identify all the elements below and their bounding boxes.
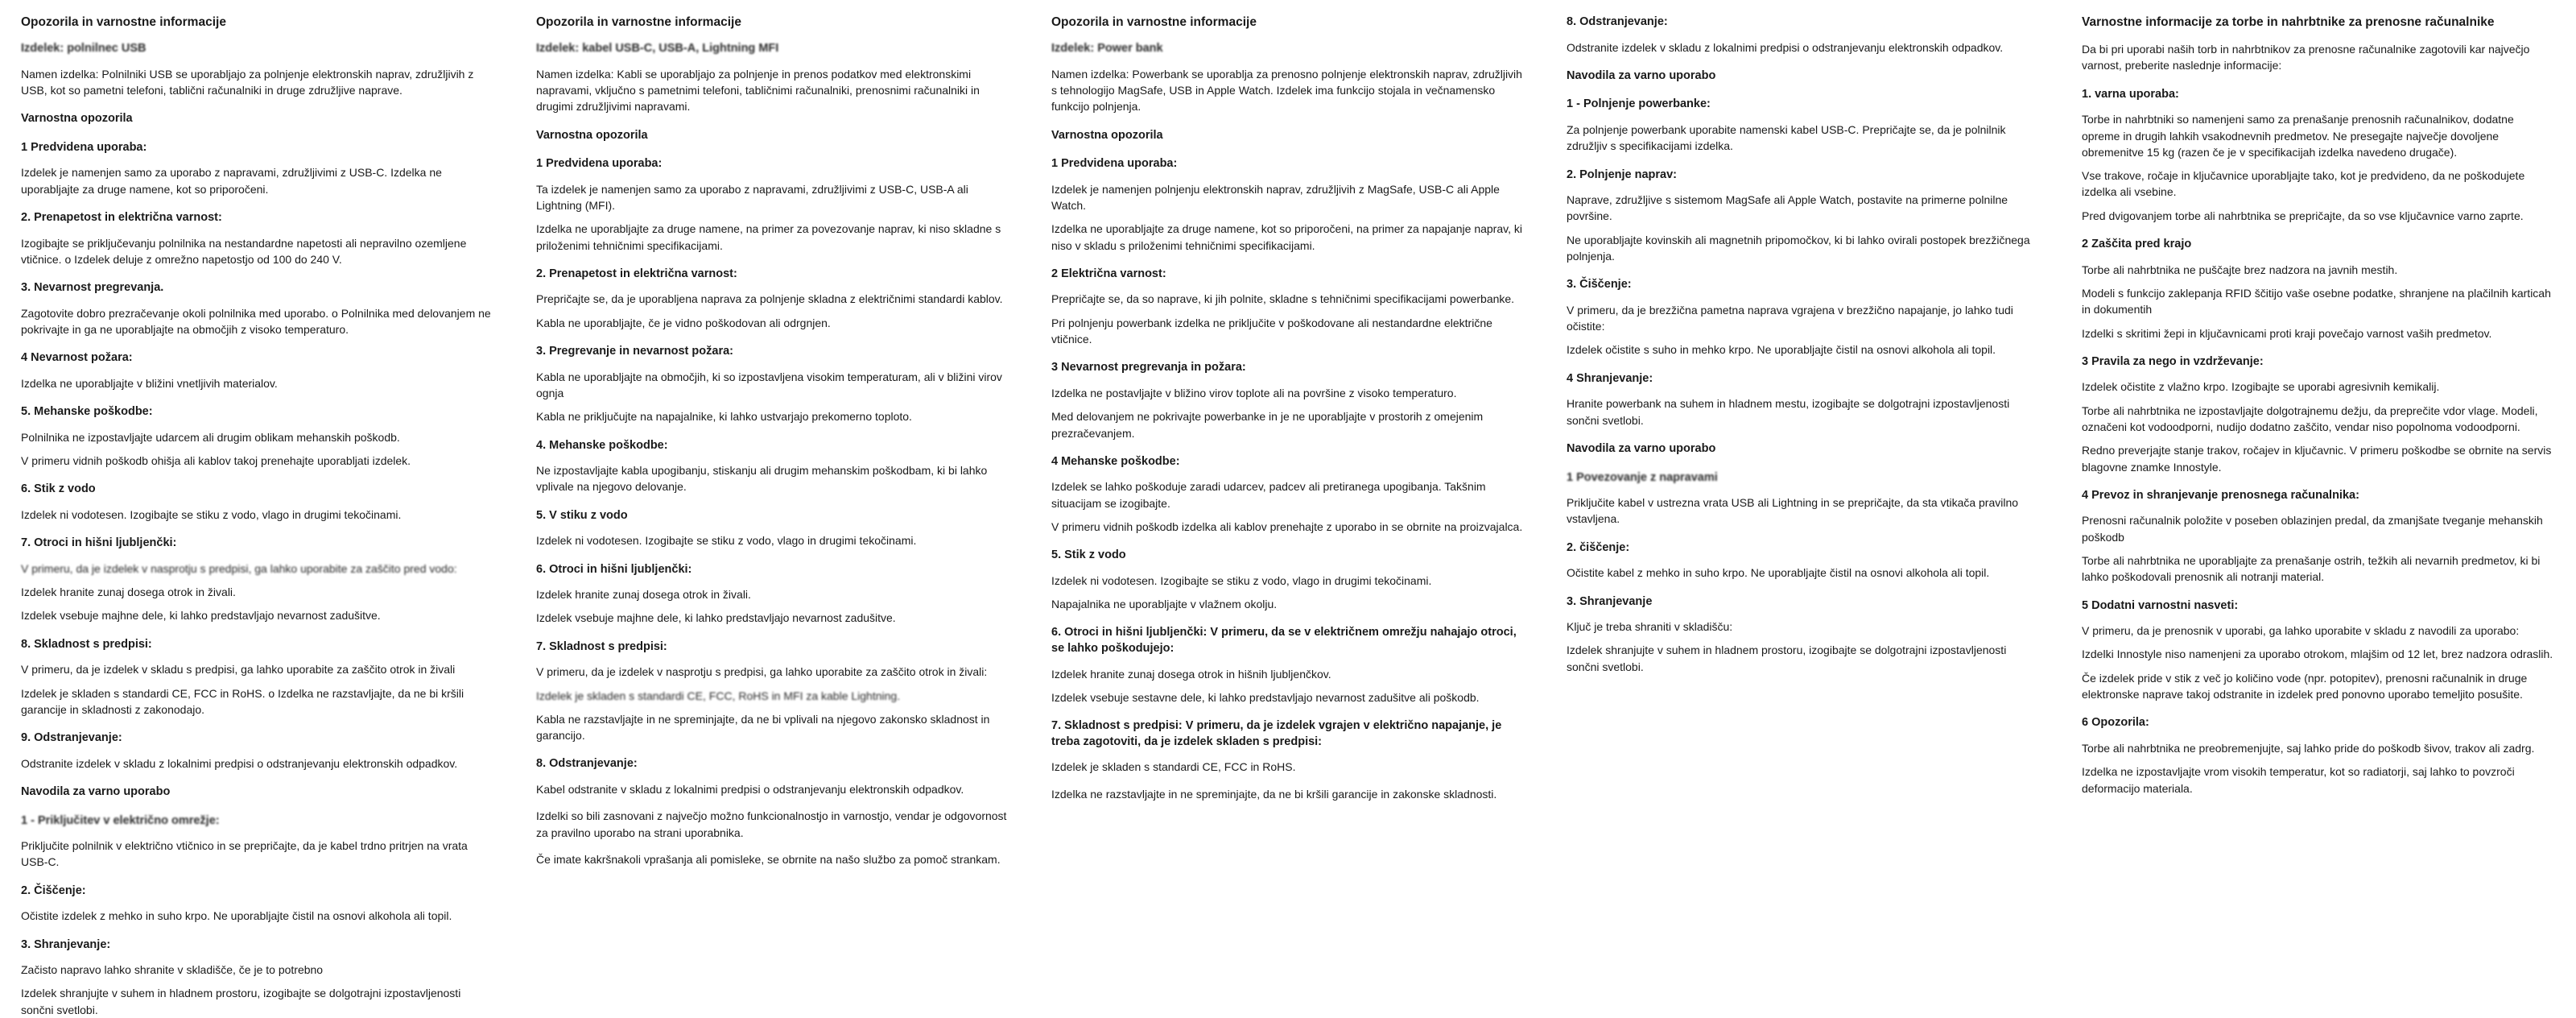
paragraph: Izdelki s skritimi žepi in ključavnicami proti kraji povečajo varnost vaših predmetov. bbox=[2082, 326, 2492, 340]
subsection-title: 7. Otroci in hišni ljubljenčki: bbox=[21, 536, 177, 550]
paragraph: Torbe ali nahrbtnika ne uporabljajte za prenašanje ostrih, težkih ali nevarnih predmetov, ki bi lahko poškodovali prenosnik ali notranji material. bbox=[2082, 554, 2541, 584]
paragraph: Začisto napravo lahko shranite v skladišče, če je to potrebno bbox=[21, 963, 324, 977]
paragraph: Izogibajte se priključevanju polnilnika na nestandardne napetosti ali nepravilno ozemljene vtičnice. o Izdelek deluje z omrežno napetostjo od 100 do 240 V. bbox=[21, 236, 467, 266]
paragraph: Izdelek hranite zunaj dosega otrok in hišnih ljubljenčkov. bbox=[1051, 667, 1331, 681]
paragraph: Izdelek je namenjen samo za uporabo z napravami, združljivimi z USB-C. Izdelka ne uporabljajte za druge namene, kot so priporočeni. bbox=[21, 166, 442, 196]
paragraph: Da bi pri uporabi naših torb in nahrbtnikov za prenosne računalnike zagotovili kar največjo varnost, preberite naslednje informacije: bbox=[2082, 43, 2530, 72]
subsection-title: Varnostna opozorila bbox=[536, 128, 648, 142]
paragraph: Ne uporabljajte kovinskih ali magnetnih pripomočkov, ki bi lahko ovirali postopek brezžičnega polnjenja. bbox=[1567, 233, 2030, 263]
paragraph: Torbe in nahrbtniki so namenjeni samo za prenašanje prenosnih računalnikov, dodatne opreme in drugih lahkih vsakodnevnih predmetov. Ne presegajte največje dovoljene obremenitve 15 kg (razen če je v specifikacijah izdelka navedeno drugače). bbox=[2082, 113, 2514, 159]
paragraph: V primeru, da je izdelek v nasprotju s predpisi, ga lahko uporabite za zaščito otrok in živali: bbox=[536, 665, 988, 679]
paragraph: Prepričajte se, da so naprave, ki jih polnite, skladne s tehničnimi specifikacijami powerbanke. bbox=[1051, 292, 1515, 306]
subsection-title: 1 - Priključitev v električno omrežje: bbox=[21, 813, 220, 827]
subsection-title: 8. Odstranjevanje: bbox=[536, 757, 638, 771]
paragraph: Izdelka ne izpostavljajte vrom visokih temperatur, kot so radiatorji, saj lahko to povzroči deformacijo materiala. bbox=[2082, 765, 2515, 795]
paragraph: Izdelek vsebuje majhne dele, ki lahko predstavljajo nevarnost zadušitve. bbox=[21, 609, 381, 623]
subsection-title: 5. Stik z vodo bbox=[1051, 548, 1126, 562]
paragraph: Izdelek se lahko poškoduje zaradi udarcev, padcev ali pretiranega upogibanja. Takšnim situacijam se izogibajte. bbox=[1051, 480, 1486, 510]
subsection-title: 5. V stiku z vodo bbox=[536, 508, 628, 522]
paragraph: V primeru, da je izdelek v nasprotju s predpisi, ga lahko uporabite za zaščito pred vodo: bbox=[21, 561, 457, 575]
subsection-title: Varnostna opozorila bbox=[1051, 128, 1163, 142]
subsection-title: Navodila za varno uporabo bbox=[1567, 68, 1716, 82]
paragraph: Izdelek je skladen s standardi CE, FCC, RoHS in MFI za kable Lightning. bbox=[536, 689, 901, 702]
paragraph: V primeru, da je izdelek v skladu s predpisi, ga lahko uporabite za zaščito otrok in živali bbox=[21, 663, 456, 677]
paragraph: Očistite izdelek z mehko in suho krpo. Ne uporabljajte čistil na osnovi alkohola ali topil. bbox=[21, 909, 452, 923]
paragraph: Kabel odstranite v skladu z lokalnimi predpisi o odstranjevanju elektronskih odpadkov. bbox=[536, 783, 964, 796]
paragraph: Izdelek je namenjen polnjenju elektronskih naprav, združljivih z MagSafe, USB-C ali Apple Watch. bbox=[1051, 182, 1500, 213]
subsection-title: Varnostna opozorila bbox=[21, 112, 133, 126]
subsection-title: 7. Skladnost s predpisi: bbox=[536, 639, 667, 653]
paragraph: Prepričajte se, da je uporabljena naprava za polnjenje skladna z električnimi standardi kablov. bbox=[536, 292, 1003, 306]
subsection-title: Navodila za varno uporabo bbox=[21, 784, 171, 798]
paragraph: Če imate kakršnakoli vprašanja ali pomisleke, se obrnite na našo službo za pomoč strankam. bbox=[536, 852, 1001, 866]
paragraph: V primeru, da je brezžična pametna naprava vgrajena v brezžično napajanje, jo lahko tudi očistite: bbox=[1567, 303, 2013, 333]
column-powerbank-warnings bbox=[1030, 14, 1546, 1007]
paragraph: Izdelka ne postavljajte v bližino virov toplote ali na površine z visoko temperaturo. bbox=[1051, 386, 1457, 399]
subsection-title: 9. Odstranjevanje: bbox=[21, 731, 122, 745]
column-powerbank-usage bbox=[1546, 14, 2061, 1007]
paragraph: Priključite kabel v ustrezna vrata USB ali Lightning in se prepričajte, da sta vtikača pravilno vstavljena. bbox=[1567, 496, 2019, 526]
paragraph: Vse trakove, ročaje in ključavnice uporabljajte tako, kot je predvideno, da ne poškodujete izdelka ali vsebine. bbox=[2082, 169, 2525, 199]
subsection-title: 1 Predvidena uporaba: bbox=[1051, 157, 1178, 171]
paragraph: Izdelek očistite z vlažno krpo. Izogibajte se uporabi agresivnih kemikalij. bbox=[2082, 380, 2440, 394]
subsection-title: 7. Skladnost s predpisi: V primeru, da je izdelek vgrajen v električno napajanje, je treba zagotoviti, da je izdelek skladen s predpisi: bbox=[1051, 719, 1502, 748]
paragraph: Odstranite izdelek v skladu z lokalnimi predpisi o odstranjevanju elektronskih odpadkov. bbox=[1567, 40, 2004, 54]
paragraph: Pri polnjenju powerbank izdelka ne priključite v poškodovane ali nestandardne električne vtičnice. bbox=[1051, 316, 1492, 346]
section-title: Opozorila in varnostne informacije bbox=[21, 15, 226, 29]
column-lightning-cable bbox=[515, 14, 1030, 1007]
paragraph: Ne izpostavljajte kabla upogibanju, stiskanju ali drugim mehanskim poškodbam, ki bi lahko vplivale na njegovo delovanje. bbox=[536, 464, 988, 494]
paragraph: Torbe ali nahrbtnika ne izpostavljajte dolgotrajnemu dežju, da preprečite vdor vlage. Modeli, označeni kot vodoodporni, nudijo dodatno zaščito, vendar niso popolnoma vodoodporni. bbox=[2082, 403, 2538, 433]
column-backpack-safety bbox=[2061, 14, 2576, 1007]
paragraph: Hranite powerbank na suhem in hladnem mestu, izogibajte se dolgotrajni izpostavljenosti sončni svetlobi. bbox=[1567, 397, 2010, 427]
paragraph: Izdelek vsebuje majhne dele, ki lahko predstavljajo nevarnost zadušitve. bbox=[536, 611, 896, 625]
subsection-title: 2 Električna varnost: bbox=[1051, 267, 1166, 280]
paragraph: Odstranite izdelek v skladu z lokalnimi predpisi o odstranjevanju elektronskih odpadkov. bbox=[21, 756, 458, 770]
paragraph: Zagotovite dobro prezračevanje okoli polnilnika med uporabo. o Polnilnika med delovanjem ne pokrivajte in ga ne uporabljajte na območjih z visoko temperaturo. bbox=[21, 306, 491, 337]
paragraph: Izdelek je skladen s standardi CE, FCC in RoHS. o Izdelka ne razstavljajte, da ne bi kršili garancije in skladnosti z zakonodajo. bbox=[21, 686, 464, 716]
paragraph: Izdelki Innostyle niso namenjeni za uporabo otrokom, mlajšim od 12 let, brez nadzora odraslih. bbox=[2082, 648, 2553, 661]
paragraph: Izdelki so bili zasnovani z največjo možno funkcionalnostjo in varnostjo, vendar je odgovornost za pravilno uporabo na strani uporabnika. bbox=[536, 809, 1007, 839]
paragraph: Priključite polnilnik v električno vtičnico in se prepričajte, da je kabel trdno pritrjen na vrata USB-C. bbox=[21, 839, 468, 869]
subsection-title: 1. varna uporaba: bbox=[2082, 87, 2179, 101]
subsection-title: 5. Mehanske poškodbe: bbox=[21, 405, 153, 419]
subsection-title: 1 Predvidena uporaba: bbox=[536, 157, 663, 171]
paragraph: Izdelek shranjujte v suhem in hladnem prostoru, izogibajte se dolgotrajni izpostavljenosti sončni svetlobi. bbox=[21, 987, 461, 1016]
subsection-title: 3. Shranjevanje: bbox=[21, 937, 111, 951]
paragraph: Izdelka ne uporabljajte za druge namene, kot so priporočeni, na primer za napajanje naprav, ki niso v skladu s priloženimi tehničnimi specifikacijami. bbox=[1051, 222, 1522, 252]
paragraph: Kabla ne uporabljajte na območjih, ki so izpostavljena visokim temperaturam, ali v bližini virov ognja bbox=[536, 370, 1002, 399]
subsection-title: 4 Mehanske poškodbe: bbox=[1051, 454, 1180, 468]
column-usb-c-charger bbox=[0, 14, 515, 1016]
subsection-title: 3. Čiščenje: bbox=[1567, 278, 1632, 292]
subsection-title: 3 Nevarnost pregrevanja in požara: bbox=[1051, 361, 1246, 375]
paragraph: Izdelek vsebuje sestavne dele, ki lahko predstavljajo nevarnost zadušitve ali poškodb. bbox=[1051, 690, 1480, 704]
product-name: Izdelek: polnilnec USB bbox=[21, 42, 147, 56]
section-title: Opozorila in varnostne informacije bbox=[1051, 15, 1257, 29]
subsection-title: 6. Otroci in hišni ljubljenčki: V primeru, da se v električnem omrežju nahajajo otroci, se lahko poškodujejo: bbox=[1051, 626, 1517, 655]
subsection-title: 2. Prenapetost in električna varnost: bbox=[536, 267, 737, 280]
subsection-title: 4 Shranjevanje: bbox=[1567, 371, 1653, 385]
paragraph: Izdelek je skladen s standardi CE, FCC in RoHS. bbox=[1051, 760, 1296, 774]
subsection-title: 8. Skladnost s predpisi: bbox=[21, 637, 152, 651]
subsection-title: 4. Mehanske poškodbe: bbox=[536, 438, 668, 452]
paragraph: Izdelka ne uporabljajte za druge namene, na primer za povezovanje naprav, ki niso skladne s priloženimi tehničnimi specifikacijami. bbox=[536, 222, 1001, 252]
subsection-title: 5 Dodatni varnostni nasveti: bbox=[2082, 598, 2239, 612]
subsection-title: 1 - Polnjenje powerbanke: bbox=[1567, 97, 1711, 111]
paragraph: Redno preverjajte stanje trakov, ročajev in ključavnic. V primeru poškodbe se obrnite na servis blagovne znamke Innostyle. bbox=[2082, 444, 2552, 474]
paragraph: V primeru, da je prenosnik v uporabi, ga lahko uporabite v skladu z navodili za uporabo: bbox=[2082, 624, 2520, 638]
subsection-title: 2. Polnjenje naprav: bbox=[1567, 168, 1677, 181]
paragraph: Torbe ali nahrbtnika ne preobremenjujte, saj lahko pride do poškodb šivov, trakov ali zadrg. bbox=[2082, 741, 2535, 755]
paragraph: V primeru vidnih poškodb ohišja ali kablov takoj prenehajte uporabljati izdelek. bbox=[21, 454, 411, 468]
paragraph: Izdelek ni vodotesen. Izogibajte se stiku z vodo, vlago in drugimi tekočinami. bbox=[1051, 573, 1432, 587]
subsection-title: 3 Pravila za nego in vzdrževanje: bbox=[2082, 354, 2264, 368]
subsection-title: Navodila za varno uporabo bbox=[1567, 441, 1716, 455]
paragraph: Za polnjenje powerbank uporabite namenski kabel USB-C. Prepričajte se, da je polnilnik združljiv s specifikacijami izdelka. bbox=[1567, 122, 2006, 153]
paragraph: Prenosni računalnik položite v poseben oblazinjen predal, da zmanjšate tveganje mehanskih poškodb bbox=[2082, 514, 2543, 544]
subsection-title: 2. Prenapetost in električna varnost: bbox=[21, 211, 222, 225]
product-name: Izdelek: kabel USB-C, USB-A, Lightning MFI bbox=[536, 42, 779, 56]
subsection-title: 6 Opozorila: bbox=[2082, 716, 2149, 730]
subsection-title: 4 Prevoz in shranjevanje prenosnega računalnika: bbox=[2082, 488, 2359, 502]
subsection-title: 8. Odstranjevanje: bbox=[1567, 15, 1668, 28]
paragraph: Med delovanjem ne pokrivajte powerbanke in je ne uporabljajte v prostorih z omejenim prezračevanjem. bbox=[1051, 410, 1484, 440]
subsection-title: 3. Nevarnost pregrevanja. bbox=[21, 281, 164, 295]
paragraph: Izdelka ne razstavljajte in ne spreminjajte, da ne bi kršili garancije in zakonske skladnosti. bbox=[1051, 787, 1497, 801]
paragraph: Torbe ali nahrbtnika ne puščajte brez nadzora na javnih mestih. bbox=[2082, 263, 2398, 276]
paragraph: Očistite kabel z mehko in suho krpo. Ne uporabljajte čistil na osnovi alkohola ali topil. bbox=[1567, 566, 1990, 580]
paragraph: Izdelek ni vodotesen. Izogibajte se stiku z vodo, vlago in drugimi tekočinami. bbox=[21, 507, 402, 521]
paragraph: Kabla ne razstavljajte in ne spreminjajte, da ne bi vplivali na njegovo zakonsko skladnost in garancijo. bbox=[536, 712, 990, 743]
paragraph: Ključ je treba shraniti v skladišču: bbox=[1567, 620, 1733, 634]
subsection-title: 3. Pregrevanje in nevarnost požara: bbox=[536, 345, 733, 358]
paragraph: Napajalnika ne uporabljajte v vlažnem okolju. bbox=[1051, 598, 1278, 611]
paragraph: Kabla ne priključujte na napajalnike, ki lahko ustvarjajo prekomerno toploto. bbox=[536, 410, 912, 424]
paragraph: Polnilnika ne izpostavljajte udarcem ali drugim oblikam mehanskih poškodb. bbox=[21, 430, 400, 444]
subsection-title: 6. Stik z vodo bbox=[21, 482, 96, 496]
product-name: Izdelek: Power bank bbox=[1051, 42, 1163, 56]
paragraph: Pred dvigovanjem torbe ali nahrbtnika se prepričajte, da so vse ključavnice varno zaprte. bbox=[2082, 209, 2524, 222]
paragraph: Izdelek hranite zunaj dosega otrok in živali. bbox=[21, 586, 236, 599]
paragraph: Namen izdelka: Powerbank se uporablja za prenosno polnjenje elektronskih naprav, združljivih s tehnologijo MagSafe, USB in Apple Watch. Izdelek ima funkcijo stojala in večnamensko funkcijo polnjenja. bbox=[1051, 67, 1522, 114]
paragraph: Namen izdelka: Kabli se uporabljajo za polnjenje in prenos podatkov med elektronskimi napravami, vključno s pametnimi telefoni, tabličnimi računalniki, prenosnimi računalniki in drugimi združljivimi napravami. bbox=[536, 67, 980, 114]
subsection-title: 2. čiščenje: bbox=[1567, 540, 1630, 554]
paragraph: Ta izdelek je namenjen samo za uporabo z napravami, združljivimi z USB-C, USB-A ali Lightning (MFI). bbox=[536, 182, 968, 213]
subsection-title: 1 Predvidena uporaba: bbox=[21, 140, 147, 154]
subsection-title: 2 Zaščita pred krajo bbox=[2082, 238, 2192, 251]
section-title: Opozorila in varnostne informacije bbox=[536, 15, 741, 29]
paragraph: Izdelek očistite s suho in mehko krpo. Ne uporabljajte čistil na osnovi alkohola ali topil. bbox=[1567, 343, 1996, 357]
subsection-title: 1 Povezovanje z napravami bbox=[1567, 470, 1718, 484]
paragraph: Izdelek shranjujte v suhem in hladnem prostoru, izogibajte se dolgotrajni izpostavljenosti sončni svetlobi. bbox=[1567, 643, 2007, 673]
paragraph: Namen izdelka: Polnilniki USB se uporabljajo za polnjenje elektronskih naprav, združljivih z USB, kot so pametni telefoni, tablični računalniki in druge združljive naprave. bbox=[21, 67, 474, 97]
paragraph: Če izdelek pride v stik z več jo količino vode (npr. potopitev), prenosni računalnik in druge elektronske naprave takoj odstranite in izdelek pred ponovno uporabo temeljito posušite. bbox=[2082, 671, 2528, 701]
section-title: Varnostne informacije za torbe in nahrbtnike za prenosne računalnike bbox=[2082, 15, 2495, 29]
subsection-title: 4 Nevarnost požara: bbox=[21, 351, 133, 365]
subsection-title: 3. Shranjevanje bbox=[1567, 594, 1653, 608]
paragraph: V primeru vidnih poškodb izdelka ali kablov prenehajte z uporabo in se obrnite na proizvajalca. bbox=[1051, 519, 1523, 533]
paragraph: Izdelka ne uporabljajte v bližini vnetljivih materialov. bbox=[21, 376, 278, 390]
paragraph: Kabla ne uporabljajte, če je vidno poškodovan ali odrgnjen. bbox=[536, 316, 831, 329]
paragraph: Naprave, združljive s sistemom MagSafe ali Apple Watch, postavite na primerne polnilne površine. bbox=[1567, 193, 2008, 223]
subsection-title: 6. Otroci in hišni ljubljenčki: bbox=[536, 562, 692, 576]
subsection-title: 2. Čiščenje: bbox=[21, 884, 86, 897]
paragraph: Izdelek ni vodotesen. Izogibajte se stiku z vodo, vlago in drugimi tekočinami. bbox=[536, 534, 917, 548]
paragraph: Modeli s funkcijo zaklepanja RFID ščitijo vaše osebne podatke, shranjene na plačilnih karticah in dokumentih bbox=[2082, 286, 2551, 317]
paragraph: Izdelek hranite zunaj dosega otrok in živali. bbox=[536, 588, 751, 602]
